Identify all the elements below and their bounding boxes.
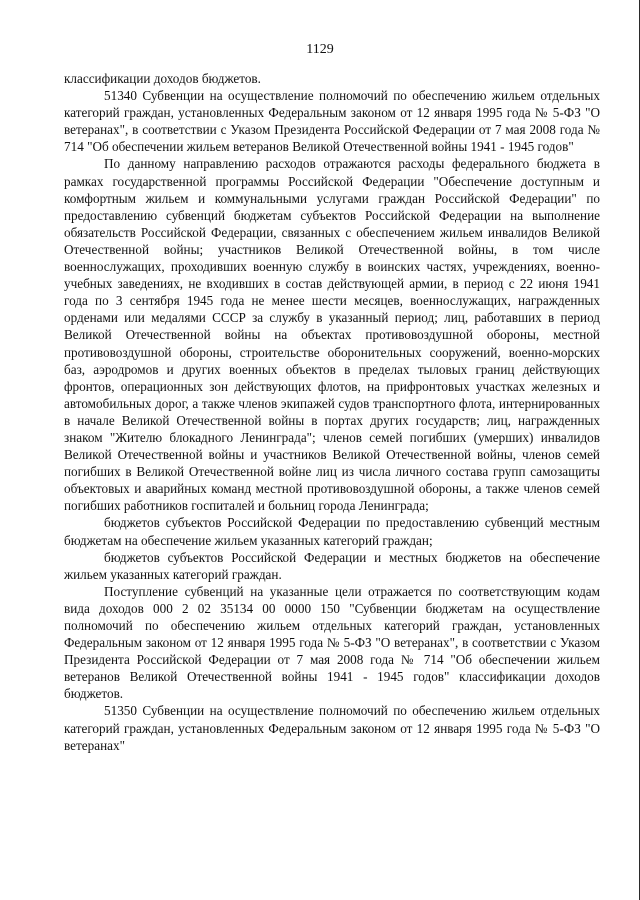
document-body — [64, 70, 600, 754]
paragraph-51350-heading: 51350 Субвенции на осуществление полномочий по обеспечению жильем отдельных категорий граждан, установленных Федеральным законом от 12 января 1995 года № 5-ФЗ "О ветеранах" — [64, 703, 600, 753]
paragraph-regional-and-local-budgets: бюджетов субъектов Российской Федерации и местных бюджетов на обеспечение жильем указанных категорий граждан. — [64, 549, 600, 582]
paragraph-regional-budgets: бюджетов субъектов Российской Федерации по предоставлению субвенций местным бюджетам на обеспечение жильем указанных категорий граждан; — [64, 515, 600, 548]
paragraph-revenue-codes: Поступление субвенций на указанные цели отражается по соответствующим кодам вида доходов 000 2 02 35134 00 0000 150 "Субвенции бюджетам на осуществление полномочий по обеспечению жильем отдельных категорий граждан, установленных Федеральным законом от 12 января 1995 года № 5-ФЗ "О ветеранах", в соответствии с Указом Президента Российской Федерации от 7 мая 2008 года № 714 "Об обеспечении жильем ветеранов Великой Отечественной войны 1941 - 1945 годов" классификации доходов бюджетов. — [64, 583, 600, 702]
paragraph-expenditure-description: По данному направлению расходов отражаются расходы федерального бюджета в рамках государственной программы Российской Федерации "Обеспечение доступным и комфортным жильем и коммунальными услугами граждан Российской Федерации" по предоставлению субвенций бюджетам субъектов Российской Федерации на выполнение обязательств Российской Федерации, связанных с обеспечением жильем инвалидов Великой Отечественной войны; участников Великой Отечественной войны, в том числе военнослужащих, проходивших военную службу в воинских частях, учреждениях, военно-учебных заведениях, не входивших в состав действующей армии, в период с 22 июня 1941 года по 3 сентября 1945 года не менее шести месяцев, военнослужащих, награжденных орденами или медалями СССР за службу в указанный период; лиц, работавших в период Великой Отечественной войны на объектах противовоздушной обороны, местной противовоздушной обороны, строительстве оборонительных сооружений, военно-морских баз, аэродромов и других военных объектов в пределах тыловых границ действующих фронтов, операционных зон действующих флотов, на прифронтовых участках железных и автомобильных дорог, а также членов экипажей судов транспортного флота, интернированных в начале Великой Отечественной войны в портах других государств; лиц, награжденных знаком "Жителю блокадного Ленинграда"; членов семей погибших (умерших) инвалидов Великой Отечественной войны и участников Великой Отечественной войны, членов семей погибших в Великой Отечественной войне лиц из числа личного состава групп самозащиты объектовых и аварийных команд местной противовоздушной обороны, а также членов семей погибших работников госпиталей и больниц города Ленинграда; — [64, 156, 600, 514]
paragraph-51340-heading: 51340 Субвенции на осуществление полномочий по обеспечению жильем отдельных категорий граждан, установленных Федеральным законом от 12 января 1995 года № 5-ФЗ "О ветеранах", в соответствии с Указом Президента Российской Федерации от 7 мая 2008 года № 714 "Об обеспечении жильем ветеранов Великой Отечественной войны 1941 - 1945 годов" — [64, 88, 600, 155]
page-number: 1129 — [306, 42, 334, 57]
paragraph-continuation: классификации доходов бюджетов. — [64, 71, 261, 86]
